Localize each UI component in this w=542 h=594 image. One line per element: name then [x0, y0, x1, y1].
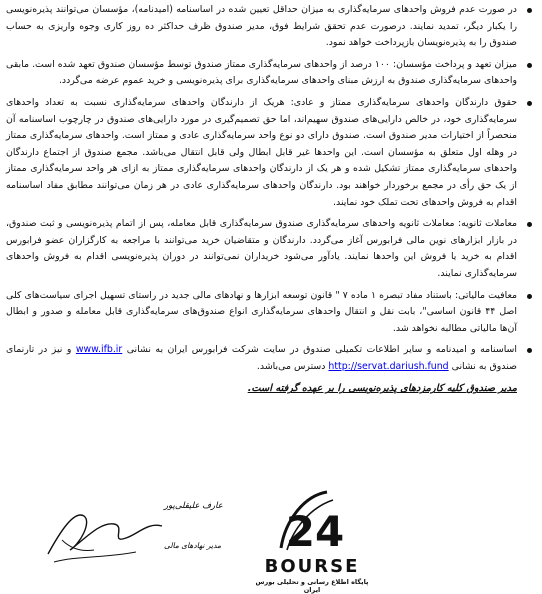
bullet-icon [527, 348, 532, 353]
signature [40, 492, 223, 572]
bullet-text: حقوق دارندگان واحدهای سرمایه‌گذاری ممتاز و عادی: هریک از دارندگان واحدهای سرمایه‌گذاری نسبت به تعداد واحدهای سرمایه‌گذاری خود، در خالص دارایی‌های صندوق سهیم‌اند، اما حق تصمیم‌گیری در مورد دارایی‌های صندوق در چارچوب اساسنامه آن منحصراً از اختیارات مدیر صندوق است. صندوق دارای دو نوع واحد سرمایه‌گذاری عادی و ممتاز است. واحدهای سرمایه‌گذاری ممتاز در وهله اول متعلق به مؤسسان است. این واحدها غیر قابل ابطال ولی قابل انتقال می‌باشد. مجمع صندوق از اجتماع دارندگان واحدهای سرمایه‌گذاری ممتاز تشکیل شده و هر یک از دارندگان واحدهای سرمایه‌گذاری ممتاز به ازای هر واحد سرمایه‌گذاری ممتاز از یک حق رأی در مجمع برخوردار خواهند بود. دارندگان واحدهای سرمایه‌گذاری عادی در هر زمان می‌توانند مطابق مفاد اساسنامه اقدام به فروش واحدهای تحت تملک خود نمایند. [6, 96, 517, 208]
bullet-text: اساسنامه و امیدنامه و سایر اطلاعات تکمیلی صندوق در سایت شرکت فرابورس ایران به نشانی [126, 344, 518, 356]
list-item [6, 57, 532, 90]
bullet-text: معافیت مالیاتی: باستناد مفاد تبصره ۱ ماده ۷ " قانون توسعه ابزارها و نهادهای مالی جدید در راستای تسهیل اجرای سیاست‌های کلی اصل ۴۴ قانون اساسی"، بابت نقل و انتقال واحدهای سرمایه‌گذاری انواع صندوق‌های سرمایه‌گذاری قابل معامله و صدور و ابطال آن‌ها مالیاتی مطالبه نخواهد شد. [6, 289, 517, 334]
list-item [6, 288, 532, 338]
bullet-text: در صورت عدم فروش واحدهای سرمایه‌گذاری به میزان حداقل تعیین شده در اساسنامه (امیدنامه)، مؤسسان می‌توانند پذیره‌نویسی را یکبار دیگر، تمدید نمایند. درصورت عدم تحقق شرایط فوق، مدیر صندوق ظرف حداکثر ده روز کاری وجوه واریزی به حساب صندوق را به پذیره‌نویسان بازپرداخت خواهد نمود. [6, 4, 517, 49]
list-item [6, 342, 532, 375]
bourse-logo [252, 488, 372, 592]
svg-text:24: 24 [285, 507, 345, 556]
bullet-list [6, 2, 532, 375]
bullet-text: دسترس می‌باشد. [256, 360, 326, 372]
bullet-text: میزان تعهد و پرداخت مؤسسان: ۱۰۰ درصد از واحدهای سرمایه‌گذاری ممتاز صندوق توسط مؤسسان صندوق تعهد شده است. مابقی واحدهای سرمایه‌گذاری صندوق به ارزش مبنای واحدهای سرمایه‌گذاری برای پذیره‌نویسی و خرید عموم عرضه می‌گردد. [6, 58, 517, 87]
ifb-link[interactable]: www.ifb.ir [75, 344, 123, 356]
bullet-icon [527, 222, 532, 227]
bourse-logo-icon [275, 488, 349, 556]
svg-text:مدیر نهادهای مالی: مدیر نهادهای مالی [164, 541, 222, 550]
logo-subtitle: پایگاه اطلاع رسانی و تحلیلی بورس ایران [255, 578, 369, 594]
bullet-icon [527, 101, 532, 106]
svg-text:عارف علیقلی‌پور: عارف علیقلی‌پور [164, 501, 223, 511]
bullet-text: معاملات ثانویه: معاملات ثانویه واحدهای سرمایه‌گذاری صندوق سرمایه‌گذاری قابل معامله، پس از اتمام پذیره‌نویسی و ثبت صندوق، در بازار ابزارهای نوین مالی فرابورس آغاز می‌گردد. دارندگان و متقاضیان خرید می‌توانند با مراجعه به کارگزاران عضو فرابورس اقدام به خرید یا فروش این واحدها نمایند. یادآور می‌شود خریداران نمی‌توانند در دوران پذیره‌نویسی اقدام به فروش واحدهای سرمایه‌گذاری نمایند. [6, 218, 517, 279]
bullet-text: و نیز در تارنمای صندوق به نشانی [6, 344, 517, 372]
list-item [6, 95, 532, 211]
document-body [6, 2, 532, 397]
final-note: مدیر صندوق کلیه کارمزدهای پذیره‌نویسی را بر عهده گرفته است. [247, 383, 517, 395]
bullet-icon [527, 294, 532, 299]
signature-icon [40, 492, 223, 572]
logo-wordmark: BOURSE [264, 556, 360, 577]
bullet-icon [527, 63, 532, 68]
list-item [6, 216, 532, 282]
fund-website-link[interactable]: http://servat.dariush.fund [328, 360, 449, 372]
list-item [6, 2, 532, 52]
bullet-icon [527, 8, 532, 13]
